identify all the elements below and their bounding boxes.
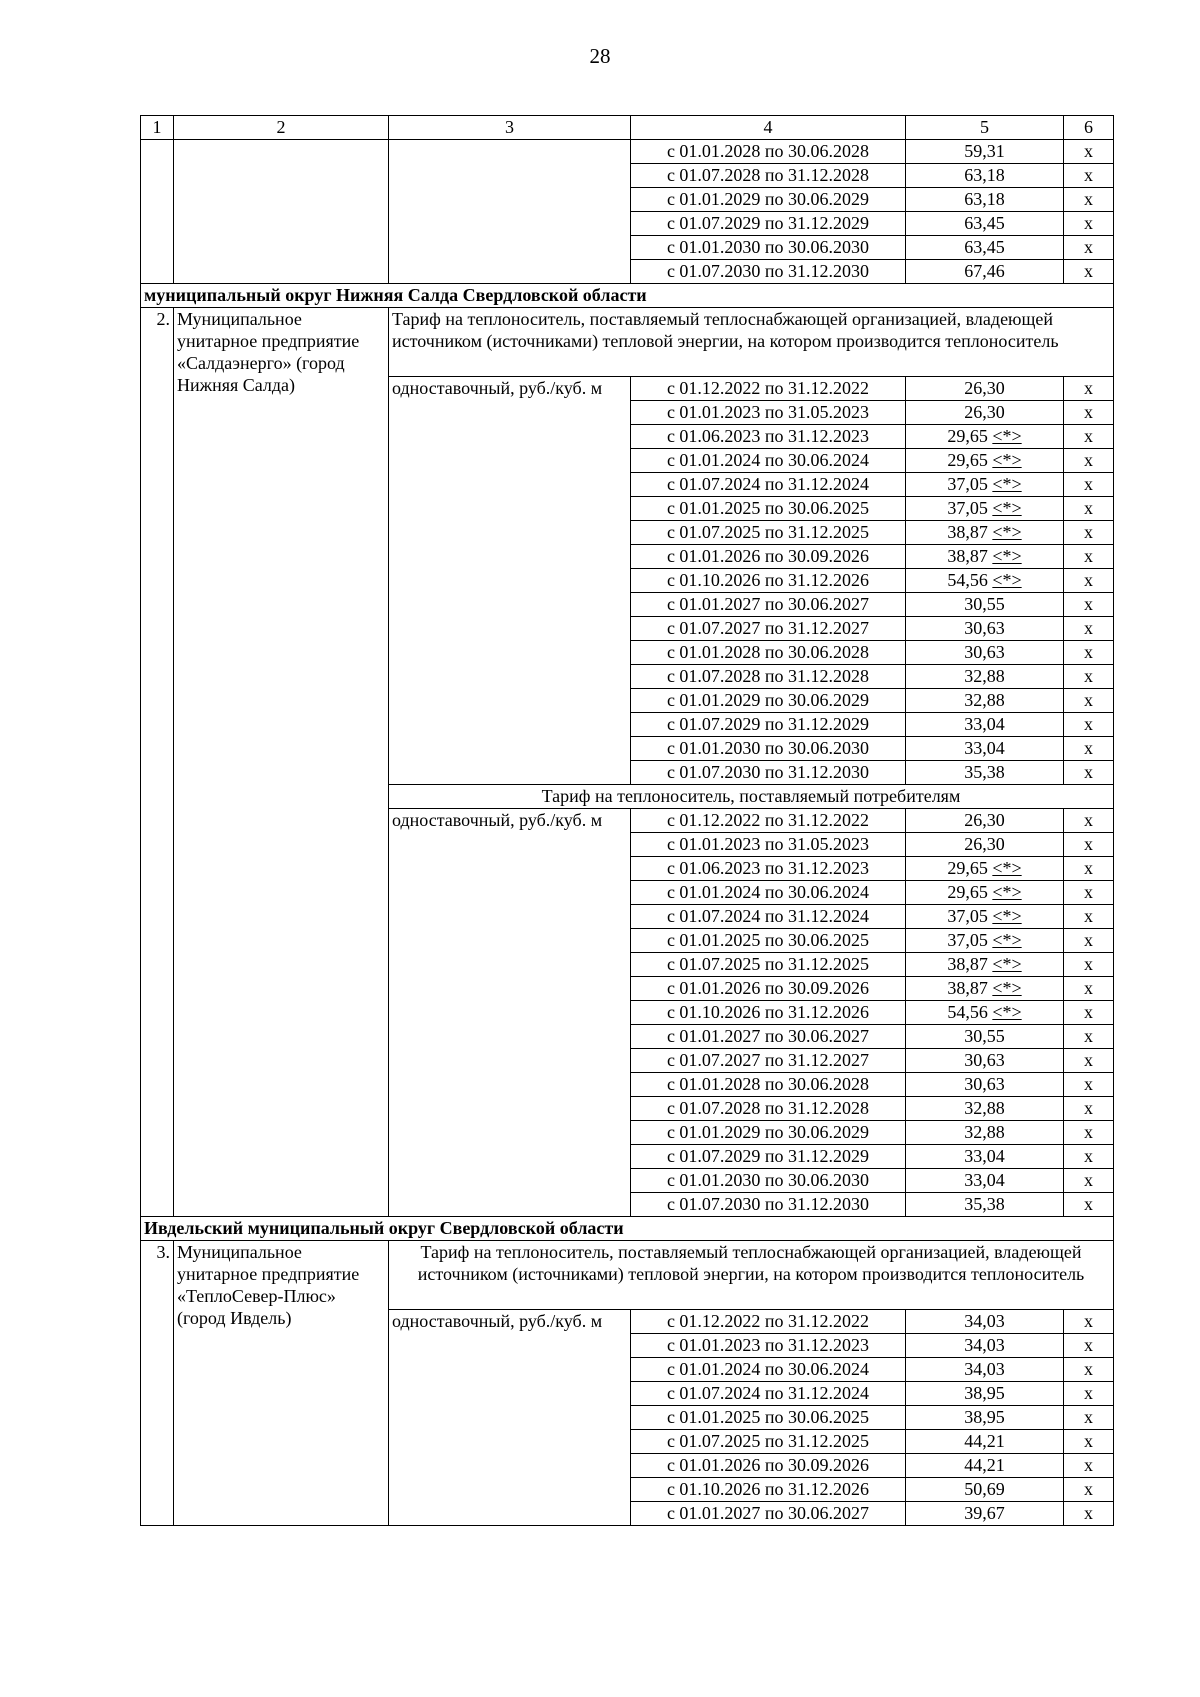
header-cell-4: 4 — [631, 116, 906, 140]
tariff-value: 26,30 — [964, 834, 1005, 854]
period-cell: с 01.07.2028 по 31.12.2028 — [631, 665, 906, 689]
tariff-value-cell — [906, 977, 1064, 1001]
column-6-cell: х — [1064, 1310, 1114, 1334]
column-6-cell: х — [1064, 1382, 1114, 1406]
period-cell: с 01.07.2025 по 31.12.2025 — [631, 521, 906, 545]
period-cell: с 01.12.2022 по 31.12.2022 — [631, 377, 906, 401]
period-cell: с 01.07.2025 по 31.12.2025 — [631, 953, 906, 977]
tariff-value: 37,05 — [947, 906, 988, 926]
tariff-value: 32,88 — [964, 1122, 1005, 1142]
tariff-value-cell — [906, 713, 1064, 737]
tariff-value-cell — [906, 1073, 1064, 1097]
tariff-value: 63,45 — [964, 213, 1005, 233]
column-6-cell: х — [1064, 260, 1114, 284]
period-cell: с 01.07.2024 по 31.12.2024 — [631, 473, 906, 497]
period-cell: с 01.01.2027 по 30.06.2027 — [631, 1502, 906, 1526]
tariff-value-cell — [906, 809, 1064, 833]
column-6-cell: х — [1064, 188, 1114, 212]
tariff-type-cell: одноставочный, руб./куб. м — [389, 1310, 631, 1526]
column-6-cell: х — [1064, 641, 1114, 665]
column-6-cell: х — [1064, 1454, 1114, 1478]
column-6-cell: х — [1064, 593, 1114, 617]
tariff-value: 54,56 — [947, 570, 988, 590]
tariff-value-cell — [906, 1097, 1064, 1121]
period-cell: с 01.10.2026 по 31.12.2026 — [631, 1001, 906, 1025]
tariff-value-cell — [906, 953, 1064, 977]
tariff-value: 37,05 — [947, 930, 988, 950]
footnote-mark: <*> — [992, 954, 1022, 974]
column-6-cell: х — [1064, 665, 1114, 689]
tariff-value-cell — [906, 521, 1064, 545]
tariff-value-cell — [906, 689, 1064, 713]
tariff-value-cell — [906, 857, 1064, 881]
region-row — [141, 1217, 1114, 1241]
tariff-value-cell — [906, 1025, 1064, 1049]
period-cell: с 01.01.2024 по 30.06.2024 — [631, 1358, 906, 1382]
column-6-cell: х — [1064, 1121, 1114, 1145]
tariff-value-cell — [906, 1430, 1064, 1454]
header-cell-6: 6 — [1064, 116, 1114, 140]
tariff-value-cell — [906, 1358, 1064, 1382]
column-6-cell: х — [1064, 401, 1114, 425]
column-6-cell: х — [1064, 164, 1114, 188]
tariff-value-cell — [906, 569, 1064, 593]
tariff-value: 26,30 — [964, 378, 1005, 398]
footnote-mark: <*> — [992, 450, 1022, 470]
tariff-value: 30,63 — [964, 1074, 1005, 1094]
column-6-cell: х — [1064, 1001, 1114, 1025]
column-6-cell: х — [1064, 761, 1114, 785]
tariff-value: 29,65 — [947, 858, 988, 878]
tariff-value: 32,88 — [964, 666, 1005, 686]
tariff-value-cell — [906, 665, 1064, 689]
period-cell: с 01.01.2025 по 30.06.2025 — [631, 1406, 906, 1430]
column-6-cell: х — [1064, 1073, 1114, 1097]
period-cell: с 01.01.2026 по 30.09.2026 — [631, 545, 906, 569]
tariff-value: 32,88 — [964, 690, 1005, 710]
tariff-section-title: Тариф на теплоноситель, поставляемый теплоснабжающей организацией, владеющей источником (источниками) тепловой энергии, на котором производится теплоноситель — [389, 308, 1114, 377]
column-6-cell: х — [1064, 473, 1114, 497]
tariff-type-cell: одноставочный, руб./куб. м — [389, 809, 631, 1217]
region-title: муниципальный округ Нижняя Салда Свердловской области — [141, 284, 1114, 308]
column-6-cell: х — [1064, 140, 1114, 164]
column-6-cell: х — [1064, 1145, 1114, 1169]
period-cell: с 01.07.2029 по 31.12.2029 — [631, 713, 906, 737]
period-cell: с 01.01.2029 по 30.06.2029 — [631, 188, 906, 212]
tariff-value-cell — [906, 737, 1064, 761]
tariff-value: 33,04 — [964, 738, 1005, 758]
tariff-value-cell — [906, 1334, 1064, 1358]
period-cell: с 01.01.2026 по 30.09.2026 — [631, 1454, 906, 1478]
tariff-value-cell — [906, 1502, 1064, 1526]
tariff-value: 32,88 — [964, 1098, 1005, 1118]
column-6-cell: х — [1064, 1169, 1114, 1193]
page-number: 28 — [589, 44, 611, 68]
period-cell: с 01.01.2028 по 30.06.2028 — [631, 140, 906, 164]
table-header-row — [141, 116, 1114, 140]
tariff-value: 38,87 — [947, 546, 988, 566]
tariff-value-cell — [906, 260, 1064, 284]
tariff-value-cell — [906, 401, 1064, 425]
column-6-cell: х — [1064, 449, 1114, 473]
column-6-cell: х — [1064, 377, 1114, 401]
tariff-value: 63,45 — [964, 237, 1005, 257]
tariff-value: 30,63 — [964, 1050, 1005, 1070]
tariff-value-cell — [906, 881, 1064, 905]
period-cell: с 01.12.2022 по 31.12.2022 — [631, 1310, 906, 1334]
tariff-value: 37,05 — [947, 498, 988, 518]
period-cell: с 01.07.2029 по 31.12.2029 — [631, 212, 906, 236]
column-6-cell: х — [1064, 809, 1114, 833]
period-cell: с 01.07.2030 по 31.12.2030 — [631, 1193, 906, 1217]
period-cell: с 01.01.2023 по 31.12.2023 — [631, 1334, 906, 1358]
tariff-section-title: Тариф на теплоноситель, поставляемый потребителям — [389, 785, 1114, 809]
tariff-value: 38,87 — [947, 522, 988, 542]
column-6-cell: х — [1064, 236, 1114, 260]
footnote-mark: <*> — [992, 906, 1022, 926]
organization-cell: Муниципальное унитарное предприятие «Салдаэнерго» (город Нижняя Салда) — [174, 308, 389, 1217]
period-cell: с 01.07.2024 по 31.12.2024 — [631, 905, 906, 929]
period-cell: с 01.07.2030 по 31.12.2030 — [631, 761, 906, 785]
tariff-value: 59,31 — [964, 141, 1005, 161]
header-cell-5: 5 — [906, 116, 1064, 140]
tariff-value-cell — [906, 1406, 1064, 1430]
period-cell: с 01.01.2026 по 30.09.2026 — [631, 977, 906, 1001]
footnote-mark: <*> — [992, 546, 1022, 566]
period-cell: с 01.07.2030 по 31.12.2030 — [631, 260, 906, 284]
tariff-value-cell — [906, 905, 1064, 929]
tariff-value: 29,65 — [947, 450, 988, 470]
column-6-cell: х — [1064, 833, 1114, 857]
period-cell: с 01.01.2030 по 30.06.2030 — [631, 236, 906, 260]
number-cell: 3. — [141, 1241, 174, 1526]
organization-cell — [174, 140, 389, 284]
tariff-value: 37,05 — [947, 474, 988, 494]
column-6-cell: х — [1064, 425, 1114, 449]
column-6-cell: х — [1064, 617, 1114, 641]
period-cell: с 01.01.2030 по 30.06.2030 — [631, 1169, 906, 1193]
period-cell: с 01.10.2026 по 31.12.2026 — [631, 569, 906, 593]
tariff-value-cell — [906, 833, 1064, 857]
tariff-value: 30,63 — [964, 618, 1005, 638]
tariff-value: 35,38 — [964, 1194, 1005, 1214]
column-6-cell: х — [1064, 521, 1114, 545]
tariff-value: 44,21 — [964, 1431, 1005, 1451]
tariff-value-cell — [906, 236, 1064, 260]
tariff-value-cell — [906, 617, 1064, 641]
footnote-mark: <*> — [992, 930, 1022, 950]
period-cell: с 01.01.2024 по 30.06.2024 — [631, 449, 906, 473]
tariff-value-cell — [906, 1193, 1064, 1217]
tariff-value-cell — [906, 1478, 1064, 1502]
period-cell: с 01.01.2028 по 30.06.2028 — [631, 1073, 906, 1097]
tariff-table-body — [141, 116, 1114, 1526]
tariff-value: 30,55 — [964, 1026, 1005, 1046]
column-6-cell: х — [1064, 881, 1114, 905]
tariff-value-cell — [906, 497, 1064, 521]
column-6-cell: х — [1064, 1406, 1114, 1430]
column-6-cell: х — [1064, 953, 1114, 977]
column-6-cell: х — [1064, 977, 1114, 1001]
footnote-mark: <*> — [992, 498, 1022, 518]
tariff-value-cell — [906, 164, 1064, 188]
column-6-cell: х — [1064, 1478, 1114, 1502]
tariff-value: 67,46 — [964, 261, 1005, 281]
column-6-cell: х — [1064, 857, 1114, 881]
period-cell: с 01.01.2025 по 30.06.2025 — [631, 497, 906, 521]
number-cell — [141, 140, 174, 284]
column-6-cell: х — [1064, 737, 1114, 761]
tariff-value: 38,95 — [964, 1407, 1005, 1427]
tariff-value: 26,30 — [964, 402, 1005, 422]
footnote-mark: <*> — [992, 522, 1022, 542]
tariff-value: 29,65 — [947, 882, 988, 902]
tariff-value: 38,87 — [947, 954, 988, 974]
column-6-cell: х — [1064, 1502, 1114, 1526]
table-row — [141, 1241, 1114, 1310]
header-cell-1: 1 — [141, 116, 174, 140]
tariff-table — [140, 115, 1114, 1526]
organization-cell: Муниципальное унитарное предприятие «ТеплоСевер-Плюс» (город Ивдель) — [174, 1241, 389, 1526]
column-6-cell: х — [1064, 929, 1114, 953]
tariff-value: 35,38 — [964, 762, 1005, 782]
tariff-value: 30,55 — [964, 594, 1005, 614]
period-cell: с 01.01.2023 по 31.05.2023 — [631, 401, 906, 425]
tariff-value-cell — [906, 593, 1064, 617]
tariff-value: 33,04 — [964, 1146, 1005, 1166]
column-6-cell: х — [1064, 905, 1114, 929]
tariff-value: 30,63 — [964, 642, 1005, 662]
tariff-value-cell — [906, 449, 1064, 473]
tariff-value: 26,30 — [964, 810, 1005, 830]
footnote-mark: <*> — [992, 978, 1022, 998]
period-cell: с 01.01.2027 по 30.06.2027 — [631, 1025, 906, 1049]
period-cell: с 01.07.2029 по 31.12.2029 — [631, 1145, 906, 1169]
number-cell: 2. — [141, 308, 174, 1217]
column-6-cell: х — [1064, 1049, 1114, 1073]
tariff-value-cell — [906, 377, 1064, 401]
footnote-mark: <*> — [992, 474, 1022, 494]
tariff-value-cell — [906, 188, 1064, 212]
tariff-value: 38,95 — [964, 1383, 1005, 1403]
footnote-mark: <*> — [992, 570, 1022, 590]
period-cell: с 01.01.2027 по 30.06.2027 — [631, 593, 906, 617]
footnote-mark: <*> — [992, 882, 1022, 902]
tariff-value-cell — [906, 212, 1064, 236]
tariff-type-cell: одноставочный, руб./куб. м — [389, 377, 631, 785]
period-cell: с 01.01.2024 по 30.06.2024 — [631, 881, 906, 905]
tariff-value: 33,04 — [964, 714, 1005, 734]
tariff-value-cell — [906, 473, 1064, 497]
period-cell: с 01.06.2023 по 31.12.2023 — [631, 425, 906, 449]
period-cell: с 01.07.2024 по 31.12.2024 — [631, 1382, 906, 1406]
column-6-cell: х — [1064, 1334, 1114, 1358]
tariff-value-cell — [906, 641, 1064, 665]
tariff-value-cell — [906, 1382, 1064, 1406]
tariff-value: 54,56 — [947, 1002, 988, 1022]
tariff-value: 33,04 — [964, 1170, 1005, 1190]
period-cell: с 01.07.2027 по 31.12.2027 — [631, 617, 906, 641]
period-cell: с 01.01.2029 по 30.06.2029 — [631, 1121, 906, 1145]
column-6-cell: х — [1064, 545, 1114, 569]
table-row — [141, 308, 1114, 377]
footnote-mark: <*> — [992, 1002, 1022, 1022]
header-cell-2: 2 — [174, 116, 389, 140]
tariff-value-cell — [906, 425, 1064, 449]
tariff-value-cell — [906, 1310, 1064, 1334]
tariff-value: 34,03 — [964, 1311, 1005, 1331]
tariff-value-cell — [906, 929, 1064, 953]
period-cell: с 01.07.2027 по 31.12.2027 — [631, 1049, 906, 1073]
tariff-type-cell — [389, 140, 631, 284]
tariff-value: 29,65 — [947, 426, 988, 446]
period-cell: с 01.01.2030 по 30.06.2030 — [631, 737, 906, 761]
tariff-value-cell — [906, 1169, 1064, 1193]
header-cell-3: 3 — [389, 116, 631, 140]
tariff-value: 63,18 — [964, 165, 1005, 185]
period-cell: с 01.01.2023 по 31.05.2023 — [631, 833, 906, 857]
column-6-cell: х — [1064, 1430, 1114, 1454]
column-6-cell: х — [1064, 212, 1114, 236]
tariff-value-cell — [906, 140, 1064, 164]
tariff-value-cell — [906, 1001, 1064, 1025]
tariff-section-title: Тариф на теплоноситель, поставляемый теплоснабжающей организацией, владеющей источником (источниками) тепловой энергии, на котором производится теплоноситель — [389, 1241, 1114, 1310]
footnote-mark: <*> — [992, 858, 1022, 878]
tariff-value-cell — [906, 1049, 1064, 1073]
tariff-value-cell — [906, 1454, 1064, 1478]
period-cell: с 01.10.2026 по 31.12.2026 — [631, 1478, 906, 1502]
period-cell: с 01.07.2025 по 31.12.2025 — [631, 1430, 906, 1454]
table-row — [141, 140, 1114, 164]
column-6-cell: х — [1064, 1358, 1114, 1382]
tariff-value: 34,03 — [964, 1335, 1005, 1355]
period-cell: с 01.01.2029 по 30.06.2029 — [631, 689, 906, 713]
column-6-cell: х — [1064, 689, 1114, 713]
period-cell: с 01.07.2028 по 31.12.2028 — [631, 164, 906, 188]
tariff-value: 44,21 — [964, 1455, 1005, 1475]
tariff-value-cell — [906, 1145, 1064, 1169]
region-title: Ивдельский муниципальный округ Свердловской области — [141, 1217, 1114, 1241]
tariff-value: 38,87 — [947, 978, 988, 998]
tariff-value-cell — [906, 761, 1064, 785]
region-row — [141, 284, 1114, 308]
period-cell: с 01.06.2023 по 31.12.2023 — [631, 857, 906, 881]
tariff-value-cell — [906, 545, 1064, 569]
period-cell: с 01.01.2025 по 30.06.2025 — [631, 929, 906, 953]
period-cell: с 01.12.2022 по 31.12.2022 — [631, 809, 906, 833]
tariff-value: 50,69 — [964, 1479, 1005, 1499]
period-cell: с 01.07.2028 по 31.12.2028 — [631, 1097, 906, 1121]
column-6-cell: х — [1064, 713, 1114, 737]
tariff-value: 39,67 — [964, 1503, 1005, 1523]
period-cell: с 01.01.2028 по 30.06.2028 — [631, 641, 906, 665]
column-6-cell: х — [1064, 497, 1114, 521]
column-6-cell: х — [1064, 1097, 1114, 1121]
column-6-cell: х — [1064, 569, 1114, 593]
column-6-cell: х — [1064, 1025, 1114, 1049]
tariff-value: 34,03 — [964, 1359, 1005, 1379]
tariff-value: 63,18 — [964, 189, 1005, 209]
footnote-mark: <*> — [992, 426, 1022, 446]
column-6-cell: х — [1064, 1193, 1114, 1217]
tariff-value-cell — [906, 1121, 1064, 1145]
